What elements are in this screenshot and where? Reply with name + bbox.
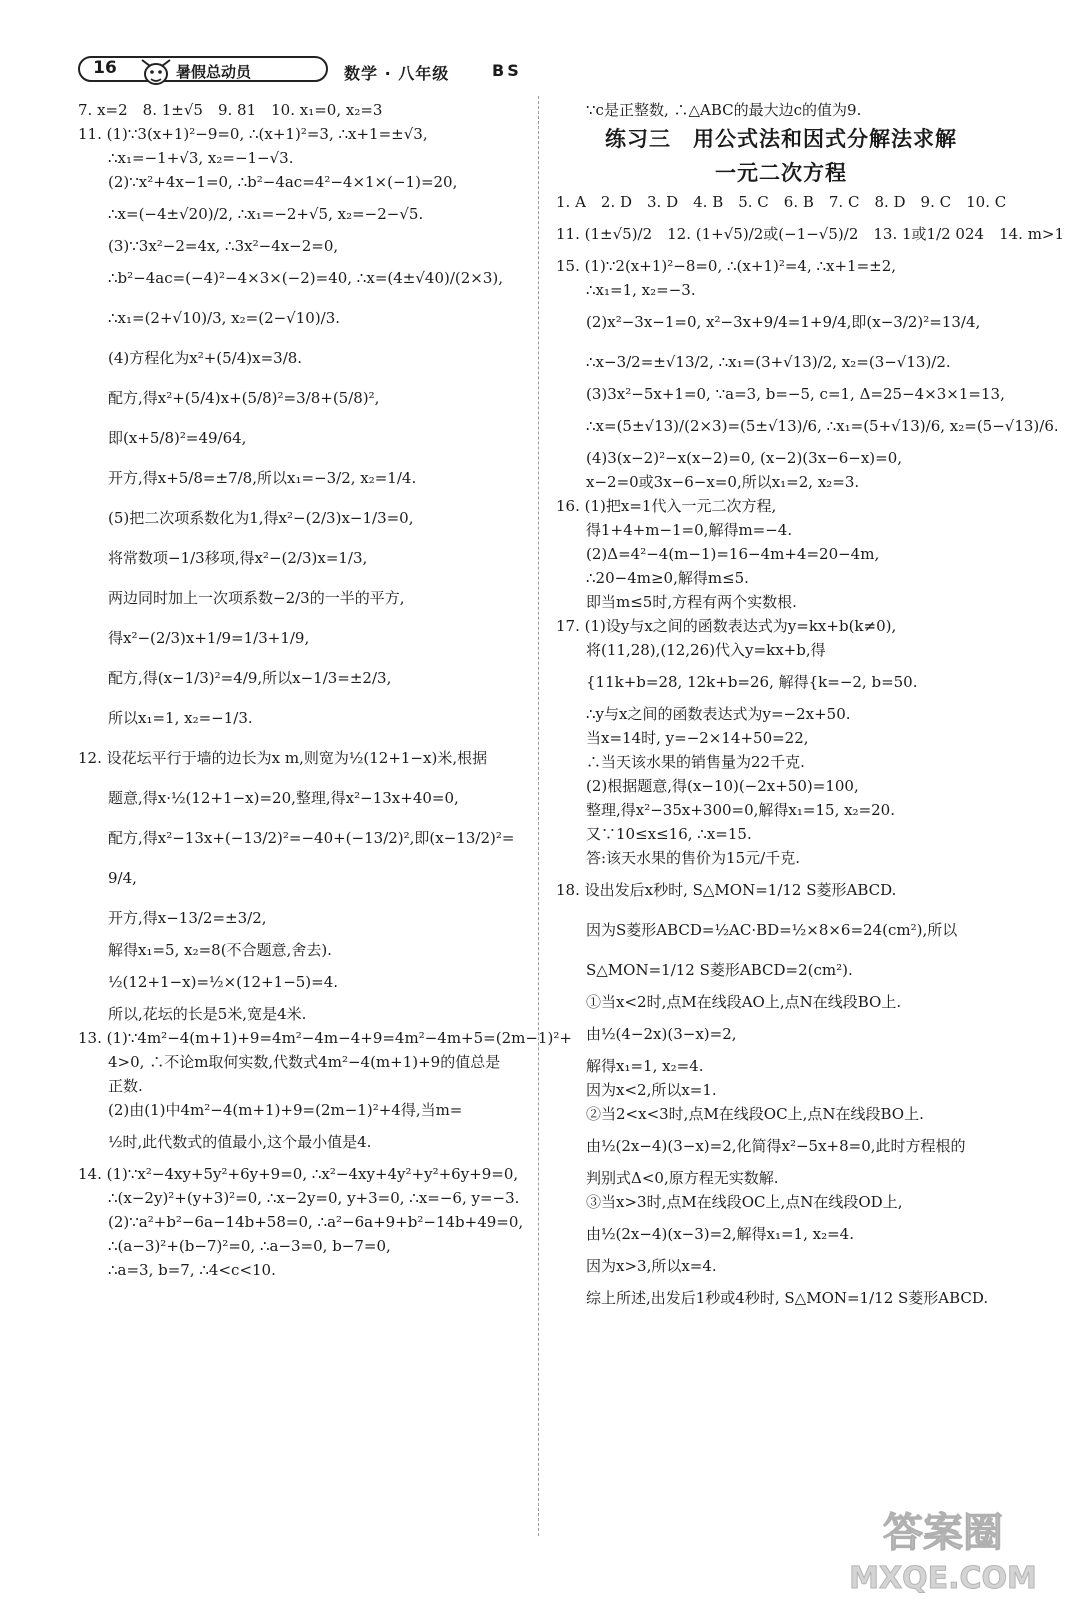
answer-line: ③当x>3时,点M在线段OC上,点N在线段OD上, xyxy=(586,1193,903,1211)
answer-line: ∴x₁=−1+√3, x₂=−1−√3. xyxy=(108,149,294,167)
answer-line: 由½(4−2x)(3−x)=2, xyxy=(586,1025,737,1043)
answer-line: ∴(x−2y)²+(y+3)²=0, ∴x−2y=0, y+3=0, ∴x=−6, y=−3. xyxy=(108,1189,520,1207)
answer-line: 15. (1)∵2(x+1)²−8=0, ∴(x+1)²=4, ∴x+1=±2, xyxy=(556,257,897,275)
answer-line: ∴x−3/2=±√13/2, ∴x₁=(3+√13)/2, x₂=(3−√13)/2. xyxy=(586,353,951,371)
answer-line: (3)∵3x²−2=4x, ∴3x²−4x−2=0, xyxy=(108,237,339,255)
right-column xyxy=(556,98,1065,1318)
answer-line: ∴20−4m≥0,解得m≤5. xyxy=(586,569,749,587)
answer-line: ∴x=(−4±√20)/2, ∴x₁=−2+√5, x₂=−2−√5. xyxy=(108,205,424,223)
answer-line: 因为S菱形ABCD=½AC·BD=½×8×6=24(cm²),所以 xyxy=(586,921,958,939)
answer-line: 16. (1)把x=1代入一元二次方程, xyxy=(556,497,777,515)
answer-line: ∴当天该水果的销售量为22千克. xyxy=(586,753,805,771)
answer-line: 开方,得x+5/8=±7/8,所以x₁=−3/2, x₂=1/4. xyxy=(108,469,417,487)
page-number: 16 xyxy=(93,58,117,78)
answer-line: 正数. xyxy=(108,1077,143,1095)
answer-line: 即当m≤5时,方程有两个实数根. xyxy=(586,593,797,611)
answer-line: 又∵10≤x≤16, ∴x=15. xyxy=(586,825,752,843)
answer-line: {11k+b=28, 12k+b=26, 解得{k=−2, b=50. xyxy=(586,673,918,691)
series-title: 暑假总动员 xyxy=(176,63,252,81)
answer-line: ①当x<2时,点M在线段AO上,点N在线段BO上. xyxy=(586,993,902,1011)
answer-line: 所以x₁=1, x₂=−1/3. xyxy=(108,709,253,727)
column-divider xyxy=(538,96,539,1536)
answer-line: (4)3(x−2)²−x(x−2)=0, (x−2)(3x−6−x)=0, xyxy=(586,449,903,467)
answer-line: (4)方程化为x²+(5/4)x=3/8. xyxy=(108,349,303,367)
answer-line: ②当2<x<3时,点M在线段OC上,点N在线段BO上. xyxy=(586,1105,924,1123)
answer-line: 判别式Δ<0,原方程无实数解. xyxy=(586,1169,779,1187)
answer-line: (3)3x²−5x+1=0, ∵a=3, b=−5, c=1, Δ=25−4×3×1=13, xyxy=(586,385,1005,403)
answer-line: ∴x₁=1, x₂=−3. xyxy=(586,281,696,299)
answer-line: 14. (1)∵x²−4xy+5y²+6y+9=0, ∴x²−4xy+4y²+y²+6y+9=0, xyxy=(78,1165,519,1183)
watermark-text: 答案圈 xyxy=(883,1510,1003,1556)
answer-line: 由½(2x−4)(3−x)=2,化简得x²−5x+8=0,此时方程根的 xyxy=(586,1137,966,1155)
answer-line: 配方,得x²−13x+(−13/2)²=−40+(−13/2)²,即(x−13/2)²= xyxy=(108,829,515,847)
section-title: 一元二次方程 xyxy=(715,161,847,185)
answer-line: ∵c是正整数, ∴△ABC的最大边c的值为9. xyxy=(586,101,862,119)
answer-line: (2)由(1)中4m²−4(m+1)+9=(2m−1)²+4得,当m= xyxy=(108,1101,463,1119)
answer-line: (2)∵x²+4x−1=0, ∴b²−4ac=4²−4×1×(−1)=20, xyxy=(108,173,458,191)
answer-line: 答:该天水果的售价为15元/千克. xyxy=(586,849,800,867)
answer-line: 1. A 2. D 3. D 4. B 5. C 6. B 7. C 8. D 9. C 10. C xyxy=(556,193,1007,211)
answer-line: (2)根据题意,得(x−10)(−2x+50)=100, xyxy=(586,777,859,795)
answer-line: 即(x+5/8)²=49/64, xyxy=(108,429,247,447)
answer-line: ∴x=(5±√13)/(2×3)=(5±√13)/6, ∴x₁=(5+√13)/6, x₂=(5−√13)/6. xyxy=(586,417,1059,435)
answer-line: 17. (1)设y与x之间的函数表达式为y=kx+b(k≠0), xyxy=(556,617,897,635)
left-column xyxy=(78,98,572,1282)
answer-line: 得x²−(2/3)x+1/9=1/3+1/9, xyxy=(108,629,310,647)
answer-line: (2)∵a²+b²−6a−14b+58=0, ∴a²−6a+9+b²−14b+49=0, xyxy=(108,1213,524,1231)
answer-line: 将常数项−1/3移项,得x²−(2/3)x=1/3, xyxy=(108,549,368,567)
answer-line: 4>0, ∴不论m取何实数,代数式4m²−4(m+1)+9的值总是 xyxy=(108,1053,501,1071)
answer-line: 配方,得x²+(5/4)x+(5/8)²=3/8+(5/8)², xyxy=(108,389,380,407)
watermark-url: MXQE.COM xyxy=(849,1561,1037,1596)
answer-line: 18. 设出发后x秒时, S△MON=1/12 S菱形ABCD. xyxy=(556,881,897,899)
answer-line: 所以,花坛的长是5米,宽是4米. xyxy=(108,1005,307,1023)
answer-line: (2)x²−3x−1=0, x²−3x+9/4=1+9/4,即(x−3/2)²=13/4, xyxy=(586,313,981,331)
answer-line: 解得x₁=5, x₂=8(不合题意,舍去). xyxy=(108,941,332,959)
answer-line: ∴b²−4ac=(−4)²−4×3×(−2)=40, ∴x=(4±√40)/(2×3), xyxy=(108,269,504,287)
answer-line: (5)把二次项系数化为1,得x²−(2/3)x−1/3=0, xyxy=(108,509,414,527)
subject-title: 数学 · 八年级 xyxy=(344,64,450,83)
answer-line: 7. x=2 8. 1±√5 9. 81 10. x₁=0, x₂=3 xyxy=(78,101,383,119)
answer-line: 11. (1)∵3(x+1)²−9=0, ∴(x+1)²=3, ∴x+1=±√3, xyxy=(78,125,428,143)
answer-line: 由½(2x−4)(x−3)=2,解得x₁=1, x₂=4. xyxy=(586,1225,854,1243)
answer-line: 两边同时加上一次项系数−2/3的一半的平方, xyxy=(108,589,405,607)
answer-line: x−2=0或3x−6−x=0,所以x₁=2, x₂=3. xyxy=(586,473,860,491)
answer-line: 当x=14时, y=−2×14+50=22, xyxy=(586,729,809,747)
answer-line: 9/4, xyxy=(108,869,137,887)
answer-line: ½(12+1−x)=½×(12+1−5)=4. xyxy=(108,973,339,991)
answer-line: ∴x₁=(2+√10)/3, x₂=(2−√10)/3. xyxy=(108,309,341,327)
watermark-logo xyxy=(820,1494,1066,1600)
answer-line: ∴y与x之间的函数表达式为y=−2x+50. xyxy=(586,705,851,723)
section-title: 练习三 用公式法和因式分解法求解 xyxy=(605,127,957,151)
answer-line: 13. (1)∵4m²−4(m+1)+9=4m²−4m−4+9=4m²−4m+5=(2m−1)²+ xyxy=(78,1029,572,1047)
answer-line: ½时,此代数式的值最小,这个最小值是4. xyxy=(108,1133,372,1151)
answer-line: 得1+4+m−1=0,解得m=−4. xyxy=(586,521,793,539)
mascot-icon xyxy=(136,52,176,88)
answer-line: 将(11,28),(12,26)代入y=kx+b,得 xyxy=(586,641,826,659)
answer-line: 因为x<2,所以x=1. xyxy=(586,1081,717,1099)
answer-line: 配方,得(x−1/3)²=4/9,所以x−1/3=±2/3, xyxy=(108,669,392,687)
answer-line: 因为x>3,所以x=4. xyxy=(586,1257,717,1275)
answer-line: (2)Δ=4²−4(m−1)=16−4m+4=20−4m, xyxy=(586,545,880,563)
page-header xyxy=(74,52,634,88)
answer-line: 整理,得x²−35x+300=0,解得x₁=15, x₂=20. xyxy=(586,801,895,819)
answer-line: S△MON=1/12 S菱形ABCD=2(cm²). xyxy=(586,961,853,979)
answer-line: 解得x₁=1, x₂=4. xyxy=(586,1057,704,1075)
answer-line: 开方,得x−13/2=±3/2, xyxy=(108,909,267,927)
answer-line: 题意,得x·½(12+1−x)=20,整理,得x²−13x+40=0, xyxy=(108,789,459,807)
answer-line: ∴a=3, b=7, ∴4<c<10. xyxy=(108,1261,276,1279)
answer-line: ∴(a−3)²+(b−7)²=0, ∴a−3=0, b−7=0, xyxy=(108,1237,391,1255)
edition-label: BS xyxy=(492,61,522,80)
answer-line: 12. 设花坛平行于墙的边长为x m,则宽为½(12+1−x)米,根据 xyxy=(78,749,488,767)
answer-line: 11. (1±√5)/2 12. (1+√5)/2或(−1−√5)/2 13. 1或1/2 024 14. m>1 xyxy=(556,225,1065,243)
answer-line: 综上所述,出发后1秒或4秒时, S△MON=1/12 S菱形ABCD. xyxy=(586,1289,989,1307)
